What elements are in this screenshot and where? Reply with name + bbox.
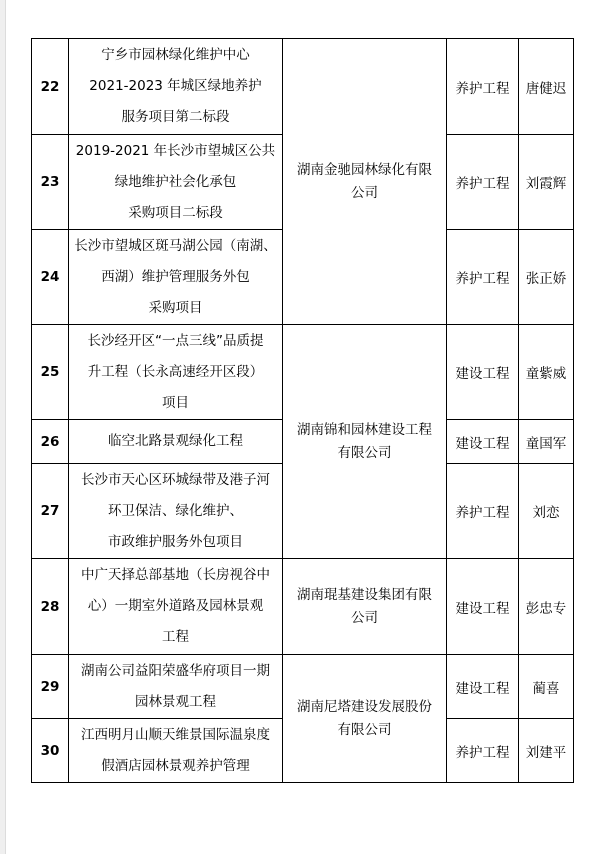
person-name: 刘恋 <box>519 464 574 559</box>
row-number: 24 <box>32 230 69 325</box>
row-number: 23 <box>32 135 69 230</box>
project-name: 临空北路景观绿化工程 <box>69 420 283 464</box>
table-row <box>32 559 574 655</box>
company-name: 湖南尼塔建设发展股份 有限公司 <box>283 655 447 783</box>
table-row <box>32 655 574 719</box>
project-type: 养护工程 <box>447 719 519 783</box>
row-number: 30 <box>32 719 69 783</box>
project-type: 建设工程 <box>447 559 519 655</box>
person-name: 童紫威 <box>519 325 574 420</box>
project-type: 养护工程 <box>447 135 519 230</box>
project-type: 养护工程 <box>447 39 519 135</box>
person-name: 张正娇 <box>519 230 574 325</box>
project-name: 宁乡市园林绿化维护中心 2021-2023 年城区绿地养护 服务项目第二标段 <box>69 39 283 135</box>
project-name: 2019-2021 年长沙市望城区公共 绿地维护社会化承包 采购项目二标段 <box>69 135 283 230</box>
row-number: 26 <box>32 420 69 464</box>
row-number: 27 <box>32 464 69 559</box>
project-name: 湖南公司益阳荣盛华府项目一期 园林景观工程 <box>69 655 283 719</box>
row-number: 28 <box>32 559 69 655</box>
page-edge-shadow <box>0 0 6 854</box>
project-name: 长沙市天心区环城绿带及港子河 环卫保洁、绿化维护、 市政维护服务外包项目 <box>69 464 283 559</box>
person-name: 童国军 <box>519 420 574 464</box>
company-name: 湖南琨基建设集团有限 公司 <box>283 559 447 655</box>
project-name: 江西明月山顺天维景国际温泉度 假酒店园林景观养护管理 <box>69 719 283 783</box>
row-number: 22 <box>32 39 69 135</box>
row-number: 25 <box>32 325 69 420</box>
person-name: 蔺喜 <box>519 655 574 719</box>
row-number: 29 <box>32 655 69 719</box>
company-name: 湖南锦和园林建设工程 有限公司 <box>283 325 447 559</box>
project-type: 建设工程 <box>447 655 519 719</box>
project-type: 建设工程 <box>447 420 519 464</box>
project-type: 建设工程 <box>447 325 519 420</box>
project-type: 养护工程 <box>447 464 519 559</box>
person-name: 彭忠专 <box>519 559 574 655</box>
person-name: 唐健迟 <box>519 39 574 135</box>
project-name: 长沙经开区“一点三线”品质提 升工程（长永高速经开区段） 项目 <box>69 325 283 420</box>
project-table <box>31 38 574 783</box>
project-name: 长沙市望城区斑马湖公园（南湖、 西湖）维护管理服务外包 采购项目 <box>69 230 283 325</box>
person-name: 刘建平 <box>519 719 574 783</box>
table-row <box>32 39 574 135</box>
company-name: 湖南金驰园林绿化有限 公司 <box>283 39 447 325</box>
table-row <box>32 325 574 420</box>
person-name: 刘霞辉 <box>519 135 574 230</box>
project-name: 中广天择总部基地（长房视谷中 心）一期室外道路及园林景观 工程 <box>69 559 283 655</box>
project-type: 养护工程 <box>447 230 519 325</box>
